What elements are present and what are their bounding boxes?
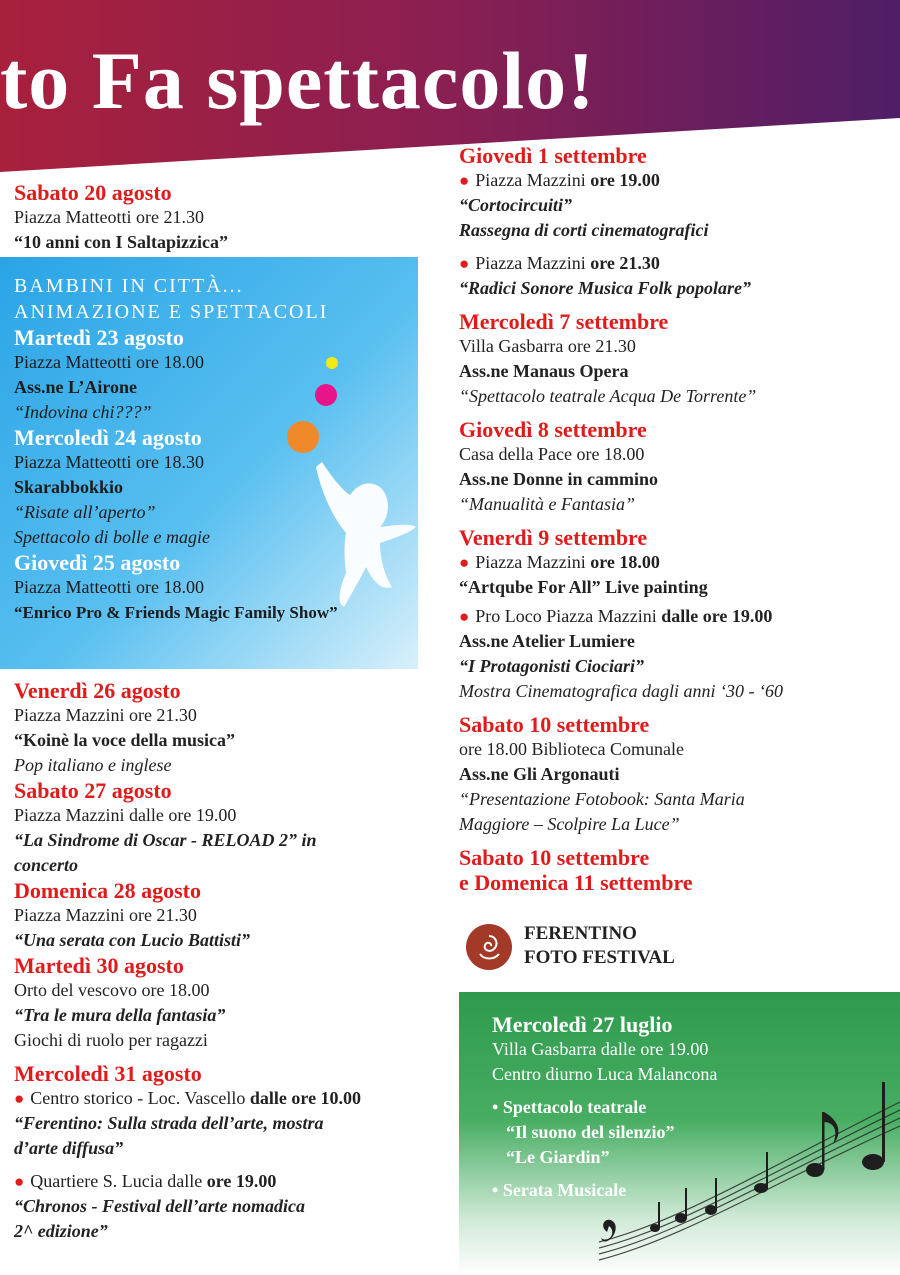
event-time: ore 19.00 bbox=[206, 1171, 277, 1191]
event-date: Mercoledì 31 agosto bbox=[14, 1061, 202, 1086]
event-place: Piazza Matteotti ore 18.30 bbox=[14, 452, 204, 472]
event-sabato-20 bbox=[14, 180, 444, 255]
event-giovedi-8 bbox=[459, 417, 889, 517]
page-title: to Fa spettacolo! bbox=[0, 35, 596, 126]
event-time: ore 21.30 bbox=[590, 253, 660, 273]
event-title: “Koinè la voce della musica” bbox=[14, 730, 235, 750]
event-date: Sabato 10 settembre bbox=[459, 845, 650, 870]
event-date: Mercoledì 7 settembre bbox=[459, 309, 669, 334]
event-date: Mercoledì 24 agosto bbox=[14, 425, 202, 450]
event-mercoledi-7 bbox=[459, 309, 889, 409]
event-desc: Pop italiano e inglese bbox=[14, 755, 172, 775]
event-date: Domenica 28 agosto bbox=[14, 878, 201, 903]
event-item: • Serata Musicale bbox=[492, 1180, 627, 1200]
event-desc: Rassegna di corti cinematografici bbox=[459, 220, 709, 240]
event-title: “Il suono del silenzio” bbox=[506, 1122, 675, 1142]
event-place: Piazza Mazzini ore 21.30 bbox=[14, 705, 197, 725]
event-place: Piazza Matteotti ore 21.30 bbox=[14, 207, 204, 227]
event-title: “La Sindrome di Oscar - RELOAD 2” in bbox=[14, 830, 317, 850]
event-title-cont: d’arte diffusa” bbox=[14, 1138, 124, 1158]
event-title: “Cortocircuiti” bbox=[459, 195, 573, 215]
event-place: Piazza Matteotti ore 18.00 bbox=[14, 352, 204, 372]
event-title: “Radici Sonore Musica Folk popolare” bbox=[459, 278, 752, 298]
event-place: Centro storico - Loc. Vascello bbox=[30, 1088, 246, 1108]
event-title-cont: Maggiore – Scolpire La Luce” bbox=[459, 814, 680, 834]
event-item-label: Serata Musicale bbox=[502, 1180, 627, 1200]
event-time: ore 19.00 bbox=[590, 170, 660, 190]
festival-name-1: FERENTINO bbox=[524, 923, 637, 944]
event-org: Ass.ne Donne in cammino bbox=[459, 469, 659, 489]
bambini-heading-2: ANIMAZIONE E SPETTACOLI bbox=[14, 301, 329, 323]
event-date: Venerdì 26 agosto bbox=[14, 678, 181, 703]
event-title: “Manualità e Fantasia” bbox=[459, 494, 636, 514]
event-item: • Spettacolo teatrale bbox=[492, 1097, 647, 1117]
event-martedi-30 bbox=[14, 953, 444, 1053]
event-time: dalle ore 19.00 bbox=[661, 606, 773, 626]
event-title: “Indovina chi???” bbox=[14, 402, 152, 422]
event-date: Martedì 23 agosto bbox=[14, 325, 184, 350]
event-date: Venerdì 9 settembre bbox=[459, 525, 648, 550]
event-time: dalle ore 10.00 bbox=[249, 1088, 362, 1108]
event-date-cont: e Domenica 11 settembre bbox=[459, 870, 693, 895]
event-place: Piazza Mazzini dalle ore 19.00 bbox=[14, 805, 237, 825]
event-desc: Spettacolo di bolle e magie bbox=[14, 527, 210, 547]
event-line: ● Pro Loco Piazza Mazzini dalle ore 19.00 bbox=[459, 606, 773, 626]
event-place: ore 18.00 Biblioteca Comunale bbox=[459, 739, 684, 759]
event-giovedi-25 bbox=[14, 550, 414, 625]
event-title: “I Protagonisti Ciociari” bbox=[459, 656, 645, 676]
event-giovedi-1 bbox=[459, 143, 889, 301]
event-place: Villa Gasbarra ore 21.30 bbox=[459, 336, 636, 356]
event-place: Piazza Mazzini bbox=[475, 253, 586, 273]
festival-logo-icon bbox=[466, 924, 512, 970]
event-title: “Chronos - Festival dell’arte nomadica bbox=[14, 1196, 306, 1216]
event-title: “Tra le mura della fantasia” bbox=[14, 1005, 226, 1025]
event-org: Ass.ne Atelier Lumiere bbox=[459, 631, 635, 651]
event-title: “Artqube For All” Live painting bbox=[459, 577, 708, 597]
event-title: “Presentazione Fotobook: Santa Maria bbox=[459, 789, 745, 809]
bambini-section bbox=[0, 257, 418, 669]
event-title: “Spettacolo teatrale Acqua De Torrente” bbox=[459, 386, 757, 406]
luglio-section bbox=[459, 992, 900, 1275]
event-title: “Ferentino: Sulla strada dell’arte, mostra bbox=[14, 1113, 324, 1133]
event-place: Casa della Pace ore 18.00 bbox=[459, 444, 645, 464]
event-title-cont: 2^ edizione” bbox=[14, 1221, 108, 1241]
event-item-label: Spettacolo teatrale bbox=[502, 1097, 647, 1117]
event-place: Piazza Mazzini bbox=[475, 552, 586, 572]
event-title: “Risate all’aperto” bbox=[14, 502, 156, 522]
event-venerdi-26 bbox=[14, 678, 444, 778]
bambini-heading-1: BAMBINI IN CITTÀ... bbox=[14, 275, 244, 297]
event-line: ● Piazza Mazzini ore 21.30 bbox=[459, 253, 660, 273]
event-line: ● Piazza Mazzini ore 18.00 bbox=[459, 552, 660, 572]
left-events-list bbox=[14, 678, 444, 1244]
event-festival-dates bbox=[459, 845, 889, 895]
event-title-cont: “Le Giardin” bbox=[506, 1147, 610, 1167]
event-martedi-23 bbox=[14, 325, 414, 425]
event-venerdi-9 bbox=[459, 525, 889, 704]
event-org: Ass.ne Manaus Opera bbox=[459, 361, 629, 381]
event-place: Piazza Matteotti ore 18.00 bbox=[14, 577, 204, 597]
event-sabato-10 bbox=[459, 712, 889, 837]
event-date: Giovedì 8 settembre bbox=[459, 417, 647, 442]
event-desc: Giochi di ruolo per ragazzi bbox=[14, 1030, 208, 1050]
event-date: Sabato 27 agosto bbox=[14, 778, 172, 803]
event-place: Piazza Mazzini bbox=[475, 170, 586, 190]
event-org: Ass.ne L’Airone bbox=[14, 377, 138, 397]
event-date: Sabato 20 agosto bbox=[14, 180, 172, 205]
event-desc: Mostra Cinematografica dagli anni ‘30 - ‘60 bbox=[459, 681, 783, 701]
event-place-cont: Centro diurno Luca Malancona bbox=[492, 1064, 718, 1084]
event-title: “10 anni con I Saltapizzica” bbox=[14, 232, 229, 252]
foto-festival-logo bbox=[466, 922, 706, 972]
festival-name-2: FOTO FESTIVAL bbox=[524, 947, 675, 968]
event-title-cont: concerto bbox=[14, 855, 78, 875]
event-line: ● Piazza Mazzini ore 19.00 bbox=[459, 170, 660, 190]
event-org: Skarabbokkio bbox=[14, 477, 124, 497]
event-mercoledi-24 bbox=[14, 425, 414, 550]
right-events-list bbox=[459, 143, 889, 895]
event-time: ore 18.00 bbox=[590, 552, 660, 572]
event-place: Pro Loco Piazza Mazzini bbox=[475, 606, 657, 626]
event-title: “Una serata con Lucio Battisti” bbox=[14, 930, 251, 950]
event-date: Giovedì 1 settembre bbox=[459, 143, 647, 168]
event-sabato-27 bbox=[14, 778, 444, 878]
event-place: Orto del vescovo ore 18.00 bbox=[14, 980, 210, 1000]
event-title: “Enrico Pro & Friends Magic Family Show” bbox=[14, 603, 338, 622]
event-date: Mercoledì 27 luglio bbox=[492, 1012, 673, 1037]
event-line: ● Quartiere S. Lucia dalle ore 19.00 bbox=[14, 1171, 277, 1191]
event-domenica-28 bbox=[14, 878, 444, 953]
event-line: ● Centro storico - Loc. Vascello dalle ore 10.00 bbox=[14, 1088, 362, 1108]
event-date: Martedì 30 agosto bbox=[14, 953, 184, 978]
event-place: Piazza Mazzini ore 21.30 bbox=[14, 905, 197, 925]
event-place: Villa Gasbarra dalle ore 19.00 bbox=[492, 1039, 709, 1059]
event-place: Quartiere S. Lucia dalle bbox=[30, 1171, 203, 1191]
event-date: Giovedì 25 agosto bbox=[14, 550, 181, 575]
event-mercoledi-31 bbox=[14, 1061, 444, 1244]
event-org: Ass.ne Gli Argonauti bbox=[459, 764, 620, 784]
event-date: Sabato 10 settembre bbox=[459, 712, 650, 737]
